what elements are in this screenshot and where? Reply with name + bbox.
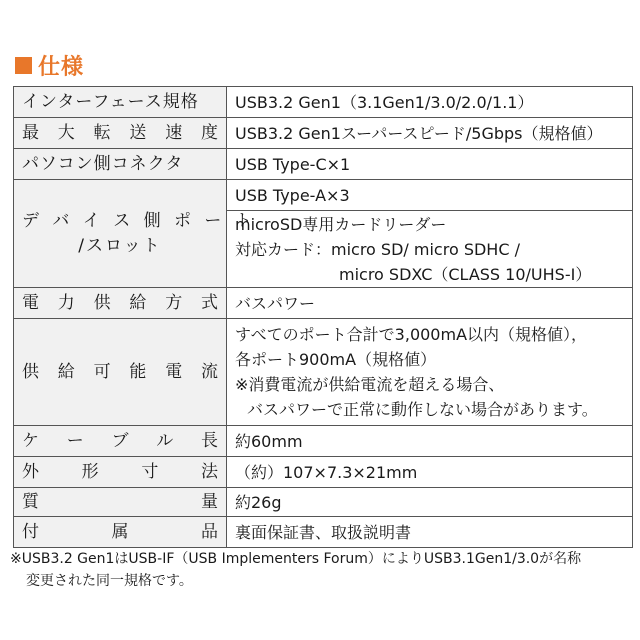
row-label: パソコン側コネクタ — [14, 149, 227, 180]
spec-table — [13, 86, 633, 548]
row-value: （約）107×7.3×21mm — [227, 457, 633, 488]
square-bullet-icon — [15, 57, 32, 74]
row-label: 供 給 可 能 電 流 — [14, 319, 227, 426]
table-row — [14, 180, 633, 211]
table-row — [14, 118, 633, 149]
row-value: 約26g — [227, 488, 633, 517]
table-row — [14, 87, 633, 118]
row-label: 最 大 転 送 速 度 — [14, 118, 227, 149]
table-row — [14, 426, 633, 457]
row-label: 電 力 供 給 方 式 — [14, 288, 227, 319]
row-label: インターフェース規格 — [14, 87, 227, 118]
table-row — [14, 288, 633, 319]
footnote: ※USB3.2 Gen1はUSB-IF（USB Implementers Forum）によりUSB3.1Gen1/3.0が名称 変更された同一規格です。 — [10, 551, 582, 589]
row-label: デ バ イ ス 側 ポ ー ト /スロット — [14, 180, 227, 288]
row-value: USB3.2 Gen1（3.1Gen1/3.0/2.0/1.1） — [227, 87, 633, 118]
table-row — [14, 488, 633, 517]
row-value: 裏面保証書、取扱説明書 — [227, 517, 633, 548]
section-heading — [15, 50, 84, 81]
section-title: 仕様 — [38, 55, 85, 80]
row-value: USB Type-A×3 — [227, 180, 633, 211]
table-row — [14, 149, 633, 180]
table-row — [14, 319, 633, 426]
row-value: USB Type-C×1 — [227, 149, 633, 180]
row-label: 外 形 寸 法 — [14, 457, 227, 488]
table-row — [14, 457, 633, 488]
row-label: 付 属 品 — [14, 517, 227, 548]
table-row — [14, 517, 633, 548]
row-label: 質 量 — [14, 488, 227, 517]
row-value: USB3.2 Gen1スーパースピード/5Gbps（規格値） — [227, 118, 633, 149]
row-value: 約60mm — [227, 426, 633, 457]
row-value: microSD専用カードリーダー 対応カード：micro SD/ micro SDHC / micro SDXC（CLASS 10/UHS-I） — [227, 211, 633, 288]
row-value: バスパワー — [227, 288, 633, 319]
row-label: ケ ー ブ ル 長 — [14, 426, 227, 457]
row-value: すべてのポート合計で3,000mA以内（規格値）， 各ポート900mA（規格値） ※消費電流が供給電流を超える場合、 バスパワーで正常に動作しない場合があります。 — [227, 319, 633, 426]
